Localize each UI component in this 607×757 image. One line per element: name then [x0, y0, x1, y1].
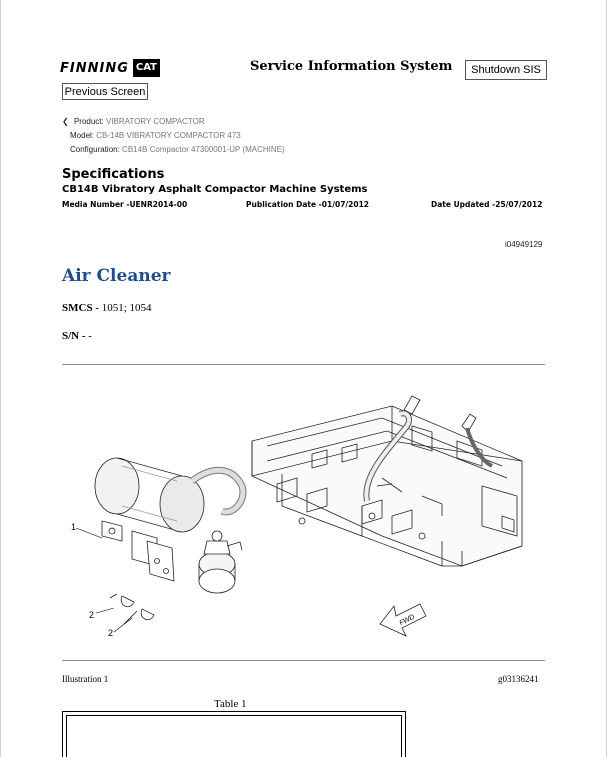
previous-screen-button[interactable]: Previous Screen: [62, 83, 148, 100]
page-title: Service Information System: [250, 59, 453, 74]
date-updated: Date Updated -25/07/2012: [431, 200, 543, 209]
finning-logo: [60, 57, 160, 79]
section-title: Air Cleaner: [62, 266, 171, 286]
product-label: Product:: [73, 117, 104, 126]
smcs-line: [62, 302, 152, 314]
configuration-label: Configuration:: [70, 145, 120, 154]
logo-text: FINNING: [60, 60, 129, 76]
product-line: [62, 117, 205, 126]
precleaner-valve: [199, 531, 242, 593]
sn-label: S/N -: [62, 330, 86, 342]
model-value: CB-14B VIBRATORY COMPACTOR 473: [96, 131, 241, 140]
callout-1: 1: [71, 522, 77, 532]
callout-2a: 2: [89, 610, 95, 620]
divider-bottom: [62, 660, 545, 661]
callout-2b: 2: [108, 628, 114, 638]
air-cleaner-illustration: [62, 366, 545, 658]
back-arrow-icon[interactable]: ❮: [62, 117, 69, 126]
sn-value: -: [85, 330, 92, 342]
callouts: [76, 528, 132, 632]
model-label: Model:: [70, 131, 95, 140]
illustration-caption: Illustration 1: [62, 674, 109, 684]
serial-number-line: [62, 330, 92, 342]
fwd-label: FWD: [398, 613, 416, 628]
specifications-heading: Specifications: [62, 167, 165, 182]
document-id: i04949129: [505, 240, 543, 249]
divider-top: [62, 364, 545, 365]
document-subtitle: CB14B Vibratory Asphalt Compactor Machine Systems: [62, 184, 368, 195]
smcs-label: SMCS -: [62, 302, 99, 314]
machine-frame: [252, 406, 522, 566]
graphic-id: g03136241: [498, 674, 539, 684]
model-line: [70, 131, 241, 140]
shutdown-sis-button[interactable]: Shutdown SIS: [465, 60, 547, 80]
product-value: VIBRATORY COMPACTOR: [105, 117, 205, 126]
cat-badge: CAT: [133, 59, 160, 77]
smcs-value: 1051; 1054: [98, 302, 152, 314]
table-title: Table 1: [214, 698, 247, 710]
publication-date: Publication Date -01/07/2012: [246, 200, 370, 209]
configuration-value: CB14B Compactor 47300001-UP (MACHINE): [122, 145, 285, 154]
media-number: Media Number -UENR2014-00: [62, 200, 188, 209]
table-inner-border: [66, 715, 402, 757]
configuration-line: [70, 145, 285, 154]
